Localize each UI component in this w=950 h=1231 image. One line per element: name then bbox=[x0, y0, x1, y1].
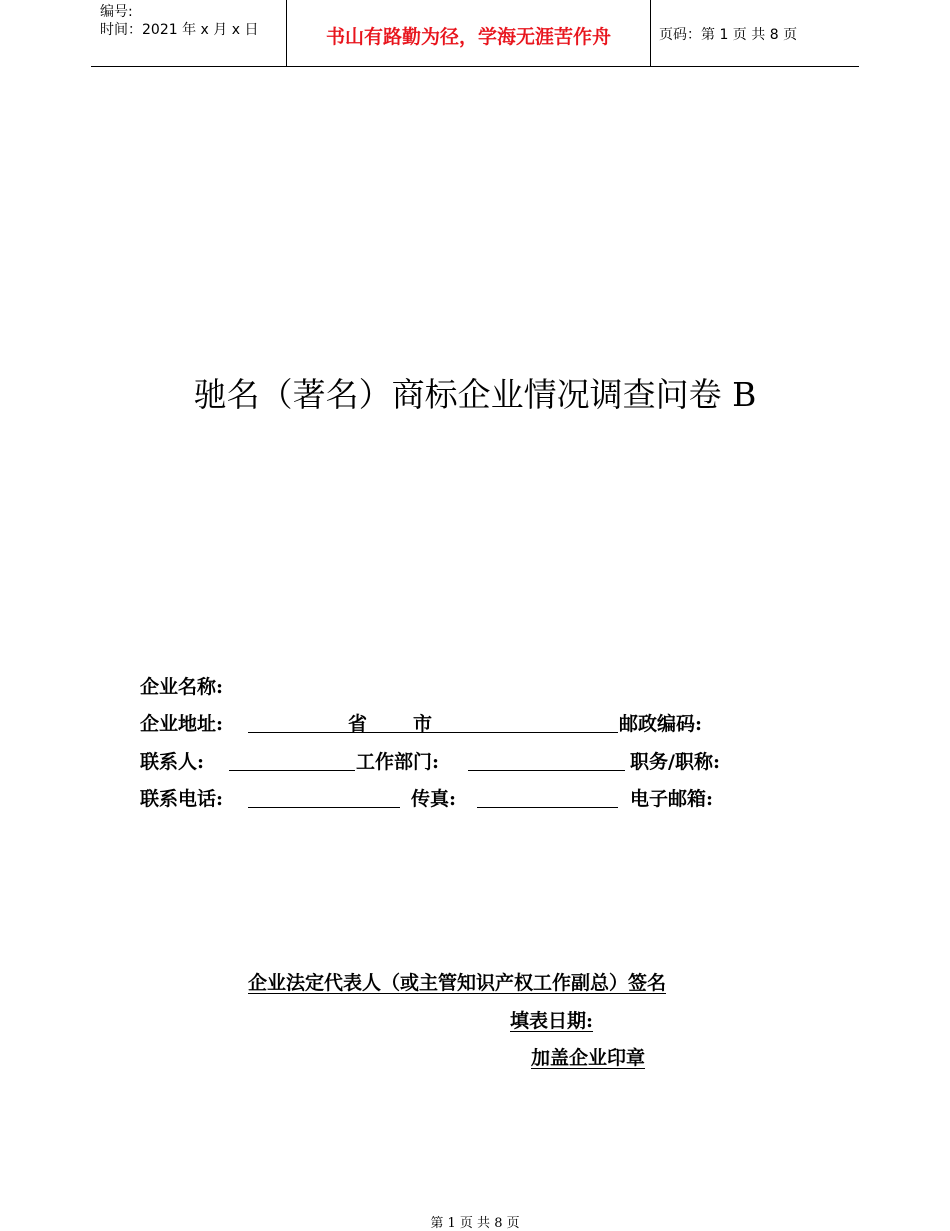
page-footer: 第 1 页 共 8 页 bbox=[430, 1216, 520, 1231]
header-meta-cell bbox=[91, 0, 286, 66]
document-time-label: 时间：2021 年 x 月 x 日 bbox=[100, 22, 259, 38]
address-label: 企业地址: bbox=[140, 713, 224, 735]
fill-date-label: 填表日期: bbox=[510, 1010, 594, 1032]
email-label: 电子邮箱: bbox=[630, 788, 714, 810]
department-blank[interactable] bbox=[468, 770, 625, 771]
document-title: 驰名（著名）商标企业情况调查问卷 B bbox=[193, 375, 757, 414]
page-header bbox=[91, 0, 859, 67]
fax-label: 传真: bbox=[411, 788, 457, 810]
phone-label: 联系电话: bbox=[140, 788, 224, 810]
company-name-label: 企业名称: bbox=[140, 676, 224, 698]
city-label: 市 bbox=[413, 713, 433, 735]
header-page-info: 页码：第 1 页 共 8 页 bbox=[659, 27, 798, 43]
position-label: 职务/职称: bbox=[630, 751, 720, 773]
contact-blank[interactable] bbox=[229, 770, 355, 771]
contact-label: 联系人: bbox=[140, 751, 205, 773]
header-motto: 书山有路勤为径，学海无涯苦作舟 bbox=[325, 26, 611, 48]
phone-blank[interactable] bbox=[248, 807, 400, 808]
document-number-label: 编号: bbox=[100, 4, 133, 20]
company-seal-label: 加盖企业印章 bbox=[531, 1047, 646, 1069]
postcode-label: 邮政编码: bbox=[619, 713, 703, 735]
fax-blank[interactable] bbox=[477, 807, 618, 808]
representative-signature-label: 企业法定代表人（或主管知识产权工作副总）签名 bbox=[248, 972, 667, 994]
header-page-cell bbox=[650, 0, 859, 66]
header-motto-cell bbox=[286, 0, 651, 66]
department-label: 工作部门: bbox=[356, 751, 440, 773]
province-label: 省 bbox=[348, 713, 368, 735]
address-blank[interactable] bbox=[248, 732, 618, 733]
